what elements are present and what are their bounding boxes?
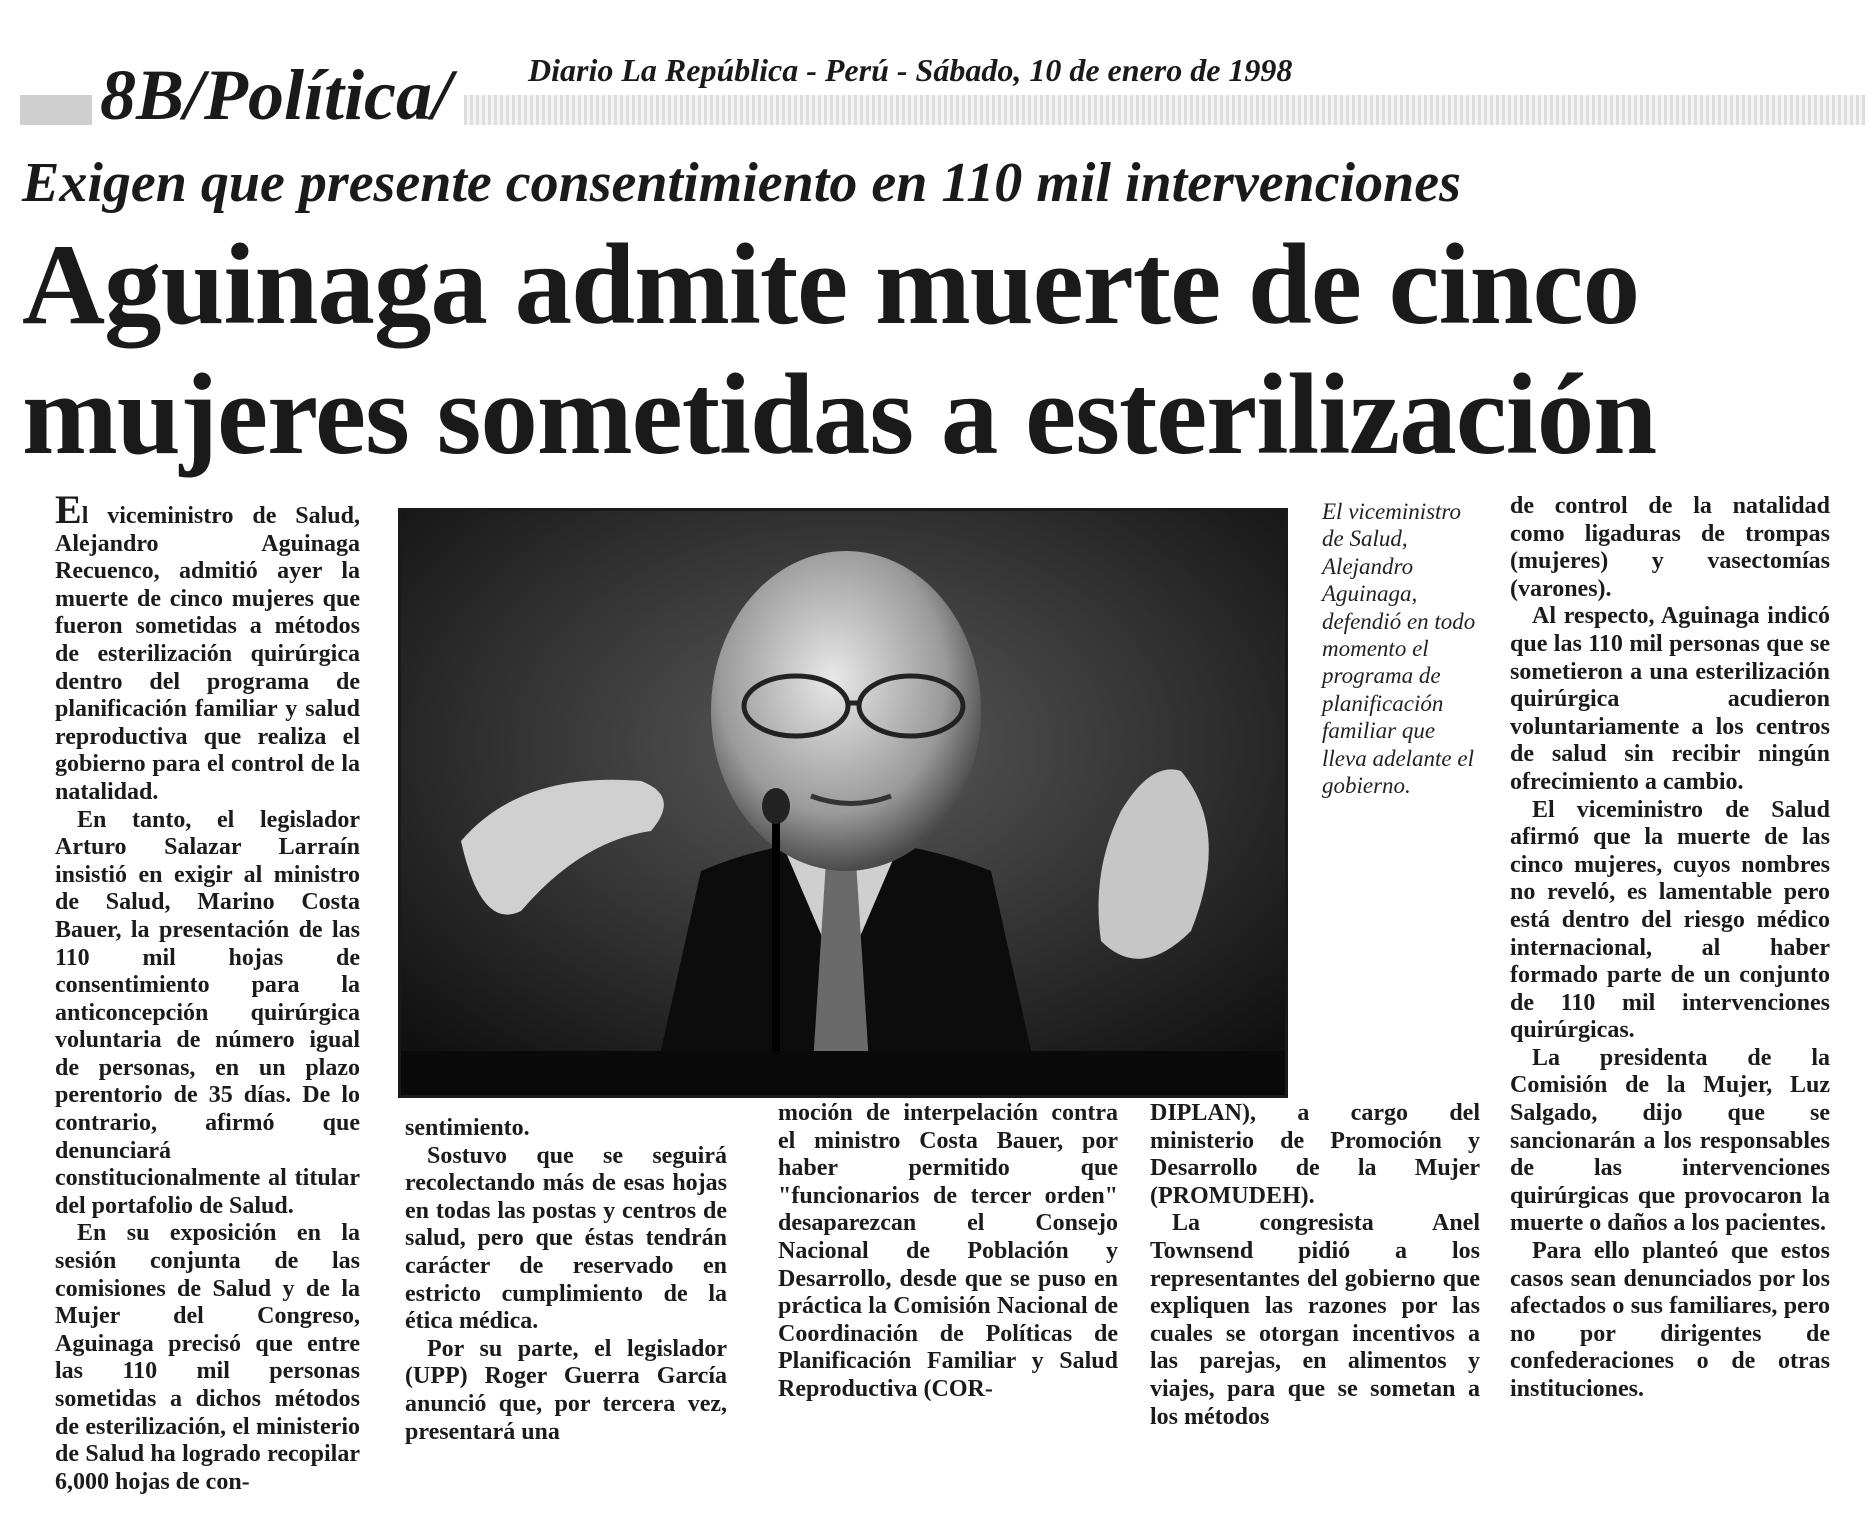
dateline: Diario La República - Perú - Sábado, 10 de enero de 1998 (520, 50, 1300, 90)
paragraph: La presidenta de la Comisión de la Mujer, Luz Salgado, dijo que se sancionarán a los responsables de las intervenciones quirúrgicas que provocaron la muerte o daños a los pacientes. (1510, 1044, 1830, 1237)
column-right (1510, 493, 1830, 1404)
paragraph: Por su parte, el legislador (UPP) Roger Guerra García anunció que, por tercera vez, presentará una (405, 1335, 727, 1445)
paragraph: moción de interpelación contra el ministro Costa Bauer, por haber permitido que "funcionarios de tercer orden" desaparezcan el Consejo Nacional de Población y Desarrollo, desde que se puso en práctica la Comisión Nacional de Coordinación de Políticas de Planificación Familiar y Salud Reproductiva (COR- (778, 1100, 1118, 1402)
paragraph: Al respecto, Aguinaga indicó que las 110 mil personas que se sometieron a una esterilización quirúrgica acudieron voluntariamente a los centros de salud sin recibir ningún ofrecimiento a cambio. (1510, 603, 1830, 795)
paragraph: DIPLAN), a cargo del ministerio de Promoción y Desarrollo de la Mujer (PROMUDEH). (1150, 1100, 1480, 1209)
paragraph: Sostuvo que se seguirá recolectando más de esas hojas en todas las postas y centros de salud, pero que éstas tendrán carácter de reservado en estricto cumplimiento de la ética médica. (405, 1142, 727, 1335)
paragraph: En tanto, el legislador Arturo Salazar Larraín insistió en exigir al ministro de Salud, Marino Costa Bauer, la presentación de las 110 mil hojas de consentimiento para la anticoncepción quirúrgica voluntaria de número igual de personas, en un plazo perentorio de 35 días. De lo contrario, afirmó que denunciará constitucionalmente al titular del portafolio de Salud. (55, 806, 360, 1219)
paragraph: En su exposición en la sesión conjunta de las comisiones de Salud y de la Mujer del Congreso, Aguinaga precisó que entre las 110 mil personas sometidas a dichos métodos de esterilización, el ministerio de Salud ha logrado recopilar 6,000 hojas de con- (55, 1220, 360, 1495)
column-left (55, 487, 360, 1496)
column-bottom-2 (778, 1100, 1118, 1404)
article-photo (398, 508, 1288, 1098)
headline: Aguinaga admite muerte de cinco mujeres sometidas a esterilización (22, 221, 1657, 478)
paragraph: Para ello planteó que estos casos sean denunciados por los afectados o sus familiares, pero no por dirigentes de confederaciones o de otras instituciones. (1510, 1238, 1830, 1402)
paragraph: La congresista Anel Townsend pidió a los representantes del gobierno que expliquen las razones por las cuales se otorgan incentivos a las parejas, en alimentos y viajes, para que se sometan a los métodos (1150, 1210, 1480, 1430)
paragraph: El viceministro de Salud, Alejandro Aguinaga Recuenco, admitió ayer la muerte de cinco mujeres que fueron sometidas a métodos de esterilización quirúrgica dentro del programa de planificación familiar y salud reproductiva que realiza el gobierno para el control de la natalidad. (55, 487, 360, 805)
paragraph: El viceministro de Salud afirmó que la muerte de las cinco mujeres, cuyos nombres no reveló, es lamentable pero está dentro del riesgo médico internacional, al haber formado parte de un conjunto de 110 mil intervenciones quirúrgicas. (1510, 796, 1830, 1044)
section-label: 8B/Política/ (20, 55, 464, 135)
drop-cap: E (55, 487, 82, 532)
photo-illustration (401, 511, 1285, 1095)
column-bottom-3 (1150, 1100, 1480, 1431)
paragraph: sentimiento. (405, 1115, 530, 1141)
paragraph: de control de la natalidad como ligaduras de trompas (mujeres) y vasectomías (varones). (1510, 493, 1830, 602)
photo-caption: El viceministro de Salud, Alejandro Aguinaga, defendió en todo momento el programa de planificación familiar que lleva adelante el gobierno. (1322, 499, 1476, 799)
kicker: Exigen que presente consentimiento en 110 mil intervenciones (22, 152, 1461, 214)
column-bottom-1 (405, 1115, 727, 1446)
